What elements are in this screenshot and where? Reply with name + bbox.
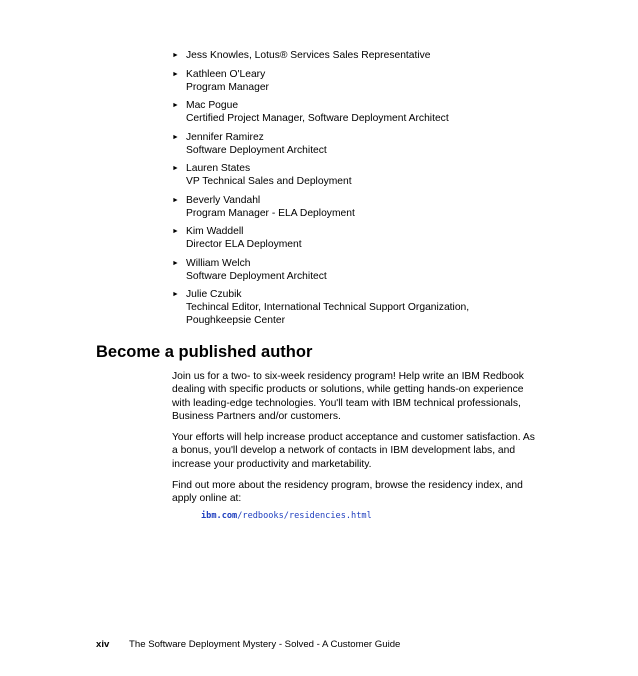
paragraph-line: with leading-edge technologies. You'll team with IBM technical professionals, bbox=[172, 397, 521, 409]
contributor-role: VP Technical Sales and Deployment bbox=[186, 176, 352, 187]
page-footer bbox=[96, 639, 400, 651]
bullet-arrow-icon: ► bbox=[172, 102, 179, 109]
find-out-more-paragraph bbox=[172, 479, 552, 506]
residency-link[interactable] bbox=[201, 510, 372, 522]
contributor-name: Julie Czubik bbox=[186, 289, 242, 300]
list-item bbox=[172, 194, 612, 220]
bullet-arrow-icon: ► bbox=[172, 228, 179, 235]
paragraph-line: a bonus, you'll develop a network of contacts in IBM development labs, and bbox=[172, 445, 516, 457]
contributor-list bbox=[172, 49, 612, 333]
contributor-role: Program Manager bbox=[186, 81, 269, 93]
contributor-name: Mac Pogue bbox=[186, 100, 239, 111]
paragraph-line: Find out more about the residency program, browse the residency index, and bbox=[172, 480, 523, 491]
contributor-role: Software Deployment Architect bbox=[186, 270, 327, 282]
list-item bbox=[172, 131, 612, 157]
link-host: ibm.com bbox=[201, 511, 238, 521]
bullet-arrow-icon: ► bbox=[172, 70, 179, 78]
residency-paragraph bbox=[172, 370, 552, 423]
page-number: xiv bbox=[96, 639, 110, 650]
book-title: The Software Deployment Mystery - Solved - A Customer Guide bbox=[129, 639, 401, 650]
list-item bbox=[172, 288, 612, 327]
bullet-arrow-icon: ► bbox=[172, 52, 179, 59]
bullet-arrow-icon: ► bbox=[172, 133, 179, 141]
paragraph-line: Business Partners and/or customers. bbox=[172, 410, 341, 422]
list-item bbox=[172, 68, 612, 94]
paragraph-line: Your efforts will help increase product acceptance and customer satisfaction. As bbox=[172, 432, 535, 443]
bullet-arrow-icon: ► bbox=[172, 165, 179, 172]
section-heading: Become a published author bbox=[96, 343, 313, 361]
paragraph-line: dealing with specific products or solutions, while getting hands-on experience bbox=[172, 384, 524, 396]
link-path: /redbooks/residencies.html bbox=[237, 511, 372, 521]
list-item bbox=[172, 162, 612, 188]
bullet-arrow-icon: ► bbox=[172, 259, 179, 267]
benefits-paragraph bbox=[172, 431, 552, 471]
list-item bbox=[172, 257, 612, 283]
contributor-role: Certified Project Manager, Software Deployment Architect bbox=[186, 113, 449, 124]
contributor-name: Beverly Vandahl bbox=[186, 194, 261, 206]
contributor-name: William Welch bbox=[186, 257, 251, 269]
contributor-name: Lauren States bbox=[186, 163, 251, 174]
contributor-role-continued: Poughkeepsie Center bbox=[186, 315, 286, 326]
contributor-name: Kathleen O'Leary bbox=[186, 68, 266, 80]
contributor-name: Jennifer Ramirez bbox=[186, 131, 264, 143]
contributor-role: Software Deployment Architect bbox=[186, 144, 327, 156]
bullet-arrow-icon: ► bbox=[172, 291, 179, 298]
paragraph-line: increase your productivity and marketability. bbox=[172, 458, 372, 470]
contributor-role: Program Manager - ELA Deployment bbox=[186, 207, 355, 219]
contributor-name: Jess Knowles, Lotus® Services Sales Representative bbox=[186, 50, 431, 61]
paragraph-line: Join us for a two- to six-week residency program! Help write an IBM Redbook bbox=[172, 371, 524, 382]
bullet-arrow-icon: ► bbox=[172, 196, 179, 204]
list-item bbox=[172, 225, 612, 251]
contributor-name: Kim Waddell bbox=[186, 226, 244, 237]
list-item bbox=[172, 99, 612, 125]
contributor-role: Techincal Editor, International Technical Support Organization, bbox=[186, 302, 470, 313]
contributor-role: Director ELA Deployment bbox=[186, 239, 302, 250]
paragraph-line: apply online at: bbox=[172, 493, 242, 505]
list-item bbox=[172, 49, 612, 62]
